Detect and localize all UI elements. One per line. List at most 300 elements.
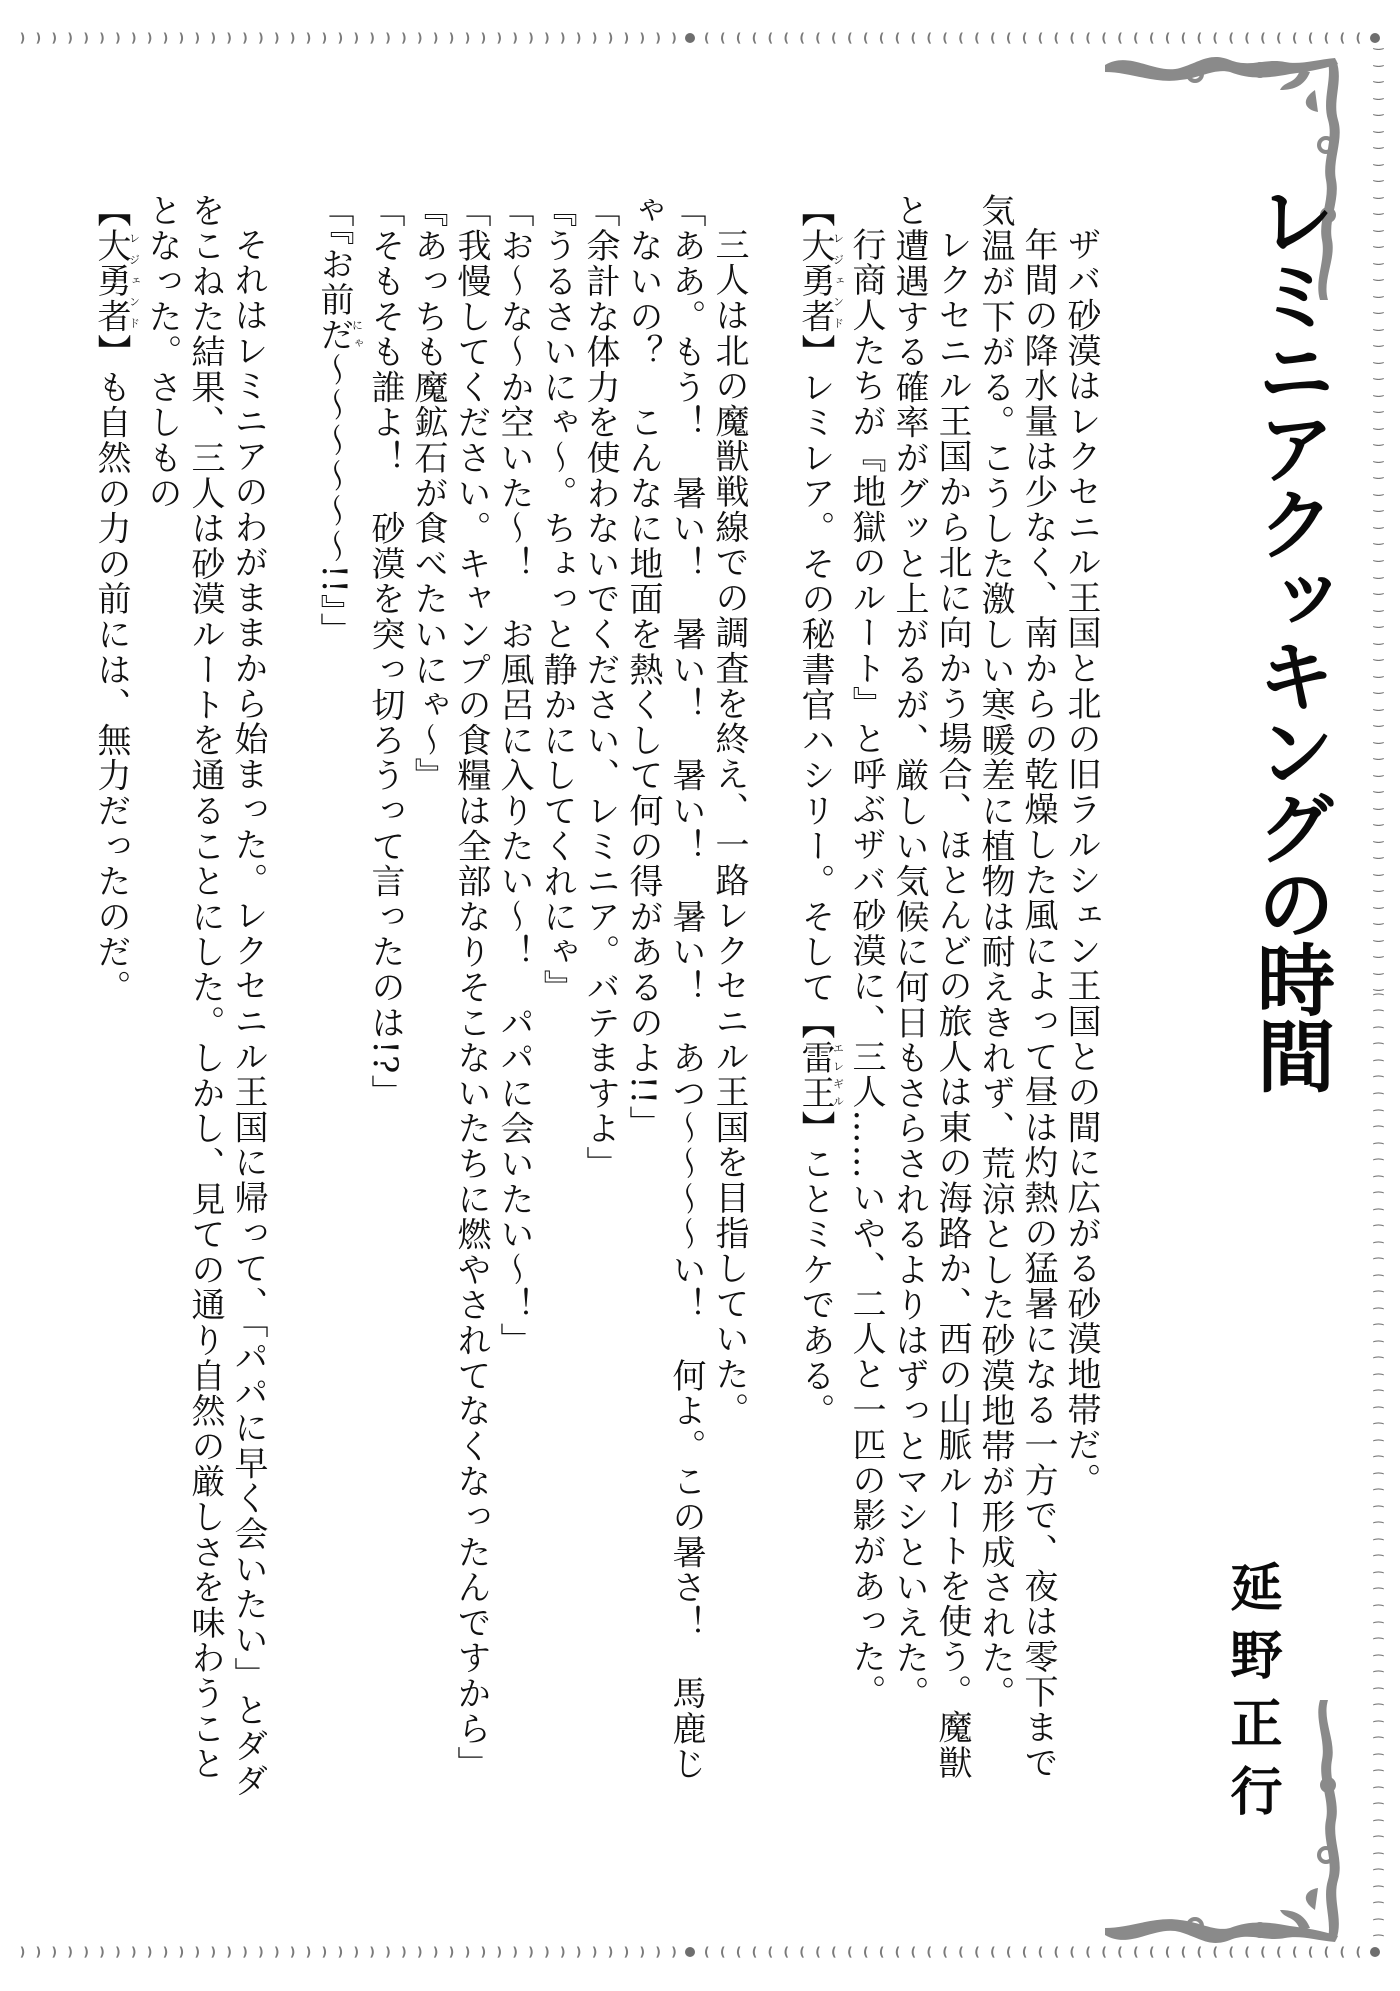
crescent-icon: ‿ [1373, 647, 1384, 662]
crescent-icon: ) [496, 1944, 502, 1959]
crescent-icon: ⁀ [1373, 1588, 1384, 1603]
crescent-icon: ‿ [1373, 151, 1384, 166]
crescent-icon: ) [575, 30, 582, 45]
dot-icon [685, 33, 695, 43]
crescent-icon: ) [480, 1944, 487, 1959]
crescent-icon: ‿ [1373, 597, 1384, 612]
crescent-icon: ( [1037, 1944, 1044, 1959]
crescent-icon: ( [1323, 30, 1330, 45]
crescent-icon: ( [751, 1944, 758, 1959]
crescent-icon: ) [591, 30, 598, 45]
crescent-icon: ‿ [1373, 729, 1384, 744]
crescent-icon: ( [767, 1944, 774, 1959]
crescent-icon: ( [878, 1944, 885, 1959]
crescent-icon: ( [974, 1944, 980, 1959]
crescent-icon: ⁀ [1373, 1918, 1384, 1933]
crescent-icon: ‿ [1373, 316, 1384, 331]
crescent-icon: ⁀ [1373, 1241, 1384, 1256]
crescent-icon: ‿ [1373, 465, 1384, 480]
crescent-icon: ) [242, 30, 248, 45]
crescent-icon: ) [115, 1944, 121, 1959]
crescent-icon: ‿ [1373, 118, 1384, 133]
crescent-icon: ) [162, 30, 169, 45]
crescent-icon: ( [1148, 30, 1155, 45]
crescent-icon: ⁀ [1373, 1258, 1384, 1273]
crescent-icon: ‿ [1373, 415, 1384, 430]
crescent-icon: ) [51, 1944, 58, 1959]
crescent-icon: ⁀ [1373, 1505, 1384, 1520]
crescent-icon: ⁀ [1373, 1704, 1384, 1719]
crescent-icon: ⁀ [1373, 1109, 1384, 1124]
crescent-icon: ⁀ [1373, 1687, 1384, 1702]
crescent-icon: ) [178, 30, 185, 45]
crescent-icon: ) [178, 1944, 185, 1959]
paragraph: 三人は北の魔獣戦線での調査を終え、一路レクセニル王国を目指していた。 [709, 227, 749, 1428]
crescent-icon: ‿ [1373, 746, 1384, 761]
crescent-icon: ‿ [1373, 547, 1384, 562]
crescent-icon: ‿ [1373, 960, 1384, 975]
crescent-icon: ) [639, 30, 645, 45]
crescent-icon: ( [878, 30, 885, 45]
crescent-icon: ( [719, 30, 726, 45]
crescent-icon: ⁀ [1373, 1439, 1384, 1454]
crescent-icon: ( [719, 1944, 726, 1959]
crescent-icon: ⁀ [1373, 1291, 1384, 1306]
crescent-icon: ) [226, 30, 232, 45]
crescent-icon: ( [1228, 1944, 1234, 1959]
crescent-icon: ⁀ [1373, 1869, 1384, 1884]
crescent-icon: ( [1005, 30, 1012, 45]
crescent-icon: ( [1164, 30, 1171, 45]
crescent-icon: ( [815, 1944, 821, 1959]
crescent-icon: ) [274, 30, 280, 45]
crescent-icon: ( [1339, 30, 1346, 45]
crescent-icon: ( [958, 1944, 964, 1959]
crescent-icon: ‿ [1373, 828, 1384, 843]
crescent-icon: ‿ [1373, 894, 1384, 909]
crescent-icon: ) [401, 30, 407, 45]
crescent-icon: ‿ [1373, 630, 1384, 645]
crescent-icon: ‿ [1373, 102, 1384, 117]
crescent-icon: ( [1021, 30, 1028, 45]
crescent-icon: ( [894, 1944, 901, 1959]
crescent-icon: ) [401, 1944, 407, 1959]
crescent-icon: ‿ [1373, 283, 1384, 298]
crescent-icon: ‿ [1373, 448, 1384, 463]
crescent-icon: ⁀ [1373, 1538, 1384, 1553]
crescent-icon: ) [544, 1944, 550, 1959]
crescent-icon: ) [560, 30, 566, 45]
crescent-icon: ‿ [1373, 614, 1384, 629]
ruby-annotation: 雷王エレギル [795, 1040, 845, 1111]
crescent-icon: ( [1180, 30, 1187, 45]
crescent-icon: ⁀ [1373, 1406, 1384, 1421]
crescent-icon: ) [655, 1944, 661, 1959]
crescent-icon: ⁀ [1373, 1340, 1384, 1355]
crescent-icon: ⁀ [1373, 1803, 1384, 1818]
crescent-icon: ( [1085, 1944, 1091, 1959]
section-gap [269, 193, 312, 1813]
crescent-icon: ) [353, 30, 359, 45]
crescent-icon: ) [671, 1944, 677, 1959]
crescent-icon: ( [862, 1944, 869, 1959]
crescent-icon: ( [1244, 30, 1250, 45]
crescent-icon: ⁀ [1373, 1737, 1384, 1752]
crescent-icon: ‿ [1373, 498, 1384, 513]
dialogue-line: 「余計な体力を使わないでください、レミニア。バテますよ」 [580, 193, 620, 1182]
crescent-icon: ) [623, 30, 630, 45]
crescent-icon: ) [115, 30, 121, 45]
crescent-icon: ( [799, 1944, 805, 1959]
paragraph: レクセニル王国から北に向かう場合、ほとんどの旅人は東の海路か、西の山脈ルートを使う。魔獣と遭遇する確率がグッと上がるが、厳しい気候に何日もさらされるよりはずっとマシといえた。 [889, 193, 972, 1781]
crescent-icon: ( [1133, 1944, 1139, 1959]
crescent-icon: ‿ [1373, 168, 1384, 183]
crescent-icon: ( [831, 1944, 837, 1959]
crescent-icon: ( [1196, 30, 1203, 45]
crescent-icon: ⁀ [1373, 1604, 1384, 1619]
crescent-icon: ( [783, 1944, 789, 1959]
crescent-icon: ⁀ [1373, 1885, 1384, 1900]
crescent-icon: ‿ [1373, 399, 1384, 414]
crescent-icon: ) [337, 1944, 344, 1959]
crescent-icon: ( [942, 30, 948, 45]
crescent-icon: ( [1244, 1944, 1250, 1959]
crescent-icon: ) [464, 1944, 471, 1959]
crescent-icon: ‿ [1373, 184, 1384, 199]
crescent-icon: ‿ [1373, 217, 1384, 232]
top-border [18, 28, 1380, 48]
crescent-icon: ‿ [1373, 696, 1384, 711]
crescent-icon: ( [990, 1944, 996, 1959]
crescent-icon: ( [783, 30, 789, 45]
crescent-icon: ⁀ [1373, 1522, 1384, 1537]
crescent-icon: ⁀ [1373, 1836, 1384, 1851]
crescent-icon: ( [926, 1944, 932, 1959]
crescent-icon: ‿ [1373, 349, 1384, 364]
crescent-icon: ‿ [1373, 861, 1384, 876]
right-border [1368, 38, 1388, 1950]
crescent-icon: ( [1212, 1944, 1219, 1959]
body-text [89, 193, 1102, 1813]
crescent-icon: ⁀ [1373, 1192, 1384, 1207]
crescent-icon: ( [1196, 1944, 1203, 1959]
crescent-icon: ( [1085, 30, 1091, 45]
crescent-icon: ( [958, 30, 964, 45]
crescent-icon: ⁀ [1373, 1274, 1384, 1289]
author-name: 延野正行 [1221, 1560, 1281, 1832]
dialogue-line: 「そもそも誰よ！ 砂漠を突っ切ろうって言ったのは!?」 [365, 193, 405, 1110]
crescent-icon: ⁀ [1373, 1786, 1384, 1801]
crescent-icon: ) [321, 1944, 328, 1959]
crescent-icon: ‿ [1373, 432, 1384, 447]
chapter-title: レミニアクッキングの時間 [1244, 180, 1335, 1092]
crescent-icon: ( [767, 30, 774, 45]
crescent-icon: ) [369, 1944, 375, 1959]
crescent-icon: ( [942, 1944, 948, 1959]
crescent-icon: ⁀ [1373, 1126, 1384, 1141]
crescent-icon: ( [1228, 30, 1234, 45]
crescent-icon: ⁀ [1373, 1555, 1384, 1570]
crescent-icon: ( [990, 30, 996, 45]
crescent-icon: ( [1164, 1944, 1171, 1959]
crescent-icon: ) [194, 30, 201, 45]
crescent-icon: ) [496, 30, 502, 45]
crescent-icon: ( [1323, 1944, 1330, 1959]
crescent-icon: ⁀ [1373, 1753, 1384, 1768]
crescent-icon: ) [544, 30, 550, 45]
crescent-icon: ) [655, 30, 661, 45]
crescent-icon: ) [67, 30, 73, 45]
crescent-icon: ‿ [1373, 878, 1384, 893]
crescent-icon: ) [305, 1944, 312, 1959]
crescent-icon: ⁀ [1373, 1671, 1384, 1686]
ruby-annotation: だにゃ [314, 317, 364, 353]
ruby-annotation: 大勇者レジェンド [91, 228, 141, 335]
crescent-icon: ⁀ [1373, 1076, 1384, 1091]
crescent-icon: ( [1117, 1944, 1123, 1959]
crescent-icon: ) [35, 30, 42, 45]
crescent-icon: ( [1069, 30, 1076, 45]
crescent-icon: ) [671, 30, 677, 45]
crescent-icon: ( [1021, 1944, 1028, 1959]
crescent-icon: ) [146, 1944, 153, 1959]
crescent-icon: ( [1005, 1944, 1012, 1959]
crescent-icon: ( [1260, 30, 1266, 45]
crescent-icon: ) [464, 30, 471, 45]
paragraph: 【大勇者レジェンド】も自然の力の前には、無力だったのだ。 [91, 193, 141, 1005]
crescent-icon: ⁀ [1373, 1324, 1384, 1339]
crescent-icon: ( [1053, 30, 1060, 45]
crescent-icon: ) [560, 1944, 566, 1959]
crescent-icon: ( [1276, 1944, 1282, 1959]
crescent-icon: ) [321, 30, 328, 45]
crescent-icon: ) [194, 1944, 201, 1959]
crescent-icon: ⁀ [1373, 1819, 1384, 1834]
ruby-annotation: 大勇者レジェンド [795, 228, 845, 335]
crescent-icon: ) [432, 1944, 439, 1959]
crescent-icon: ( [704, 30, 710, 45]
paragraph: 年間の降水量は少なく、南からの乾燥した風によって昼は灼熱の猛暑になる一方で、夜は零下まで気温が下がる。こうした激しい寒暖差に植物は耐えきれず、荒涼とした砂漠地帯が形成された。 [975, 193, 1058, 1781]
crescent-icon: ‿ [1373, 300, 1384, 315]
crescent-icon: ‿ [1373, 234, 1384, 249]
crescent-icon: ) [385, 30, 391, 45]
crescent-icon: ‿ [1373, 713, 1384, 728]
dialogue-line: 「お〜な〜か空いた〜！ お風呂に入りたい〜！ パパに会いたい〜！」 [494, 193, 534, 1358]
crescent-icon: ) [623, 1944, 630, 1959]
crescent-icon: ) [512, 1944, 518, 1959]
crescent-icon: ) [369, 30, 375, 45]
crescent-icon: ) [575, 1944, 582, 1959]
crescent-icon: ) [591, 1944, 598, 1959]
crescent-icon: ⁀ [1373, 1456, 1384, 1471]
crescent-icon: ( [704, 1944, 710, 1959]
crescent-icon: ) [83, 30, 89, 45]
crescent-icon: ) [130, 30, 137, 45]
crescent-icon: ‿ [1373, 911, 1384, 926]
crescent-icon: ⁀ [1373, 1852, 1384, 1867]
crescent-icon: ) [607, 30, 614, 45]
crescent-icon: ‿ [1373, 135, 1384, 150]
crescent-icon: ⁀ [1373, 1638, 1384, 1653]
crescent-icon: ‿ [1373, 812, 1384, 827]
crescent-icon: ) [512, 30, 518, 45]
crescent-icon: ‿ [1373, 250, 1384, 265]
crescent-icon: ( [815, 30, 821, 45]
paragraph: 【大勇者レジェンド】レミレア。その秘書官ハシリー。そして【雷王エレギル】ことミケである。 [795, 193, 845, 1429]
crescent-icon: ‿ [1373, 267, 1384, 282]
crescent-icon: ⁀ [1373, 1142, 1384, 1157]
crescent-icon: ( [1053, 1944, 1060, 1959]
crescent-icon: ) [242, 1944, 248, 1959]
crescent-icon: ⁀ [1373, 1571, 1384, 1586]
crescent-icon: ) [607, 1944, 614, 1959]
crescent-icon: ) [480, 30, 487, 45]
crescent-icon: ⁀ [1373, 1373, 1384, 1388]
crescent-icon: ) [99, 1944, 105, 1959]
crescent-icon: ( [1180, 1944, 1187, 1959]
crescent-icon: ( [974, 30, 980, 45]
crescent-icon: ⁀ [1373, 1390, 1384, 1405]
crescent-icon: ⁀ [1373, 1307, 1384, 1322]
crescent-icon: ) [146, 30, 153, 45]
crescent-icon: ) [19, 30, 26, 45]
crescent-icon: ‿ [1373, 680, 1384, 695]
crescent-icon: ( [1101, 1944, 1107, 1959]
crescent-icon: ( [1117, 30, 1123, 45]
crescent-icon: ‿ [1373, 927, 1384, 942]
crescent-icon: ( [1133, 30, 1139, 45]
crescent-icon: ) [448, 1944, 455, 1959]
crescent-icon: ⁀ [1373, 1770, 1384, 1785]
crescent-icon: ( [1148, 1944, 1155, 1959]
crescent-icon: ⁀ [1373, 1935, 1384, 1950]
crescent-icon: ‿ [1373, 36, 1384, 50]
crescent-icon: ) [289, 30, 296, 45]
crescent-icon: ( [862, 30, 869, 45]
crescent-icon: ⁀ [1373, 1159, 1384, 1174]
paragraph [844, 193, 887, 1813]
crescent-icon: ⁀ [1373, 1423, 1384, 1438]
crescent-icon: ) [417, 1944, 423, 1959]
crescent-icon: ⁀ [1373, 1026, 1384, 1041]
crescent-icon: ( [926, 30, 932, 45]
crescent-icon: ‿ [1373, 564, 1384, 579]
crescent-icon: ‿ [1373, 531, 1384, 546]
section-gap [750, 193, 793, 1813]
crescent-icon: ‿ [1373, 382, 1384, 397]
crescent-icon: ⁀ [1373, 1010, 1384, 1025]
crescent-icon: ( [1292, 30, 1298, 45]
crescent-icon: ‿ [1373, 69, 1384, 84]
crescent-icon: ( [1355, 1944, 1362, 1959]
crescent-icon: ) [51, 30, 58, 45]
crescent-icon: ( [847, 30, 853, 45]
crescent-icon: ) [83, 1944, 89, 1959]
paragraph: ザバ砂漠はレクセニル王国と北の旧ラルシェン王国との間に広がる砂漠地帯だ。 [1061, 227, 1101, 1498]
crescent-icon: ( [799, 30, 805, 45]
dialogue-line: 『あっちも魔鉱石が食べたいにゃ〜』 [408, 193, 448, 794]
crescent-icon: ‿ [1373, 795, 1384, 810]
crescent-icon: ) [528, 30, 534, 45]
crescent-icon: ) [353, 1944, 359, 1959]
crescent-icon: ) [130, 1944, 137, 1959]
crescent-icon: ‿ [1373, 762, 1384, 777]
crescent-icon: ) [305, 30, 312, 45]
crescent-icon: ) [417, 30, 423, 45]
crescent-icon: ⁀ [1373, 1472, 1384, 1487]
crescent-icon: ( [910, 30, 917, 45]
crescent-icon: ‿ [1373, 977, 1384, 992]
paragraph: それはレミニアのわがままから始まった。レクセニル王国に帰って、「パパに早く会いたい」とダダをこねた結果、三人は砂漠ルートを通ることにした。しかし、見ての通り自然の厳しさを味わうこととなった。さしもの [142, 193, 268, 1799]
crescent-icon: ‿ [1373, 944, 1384, 959]
crescent-icon: ⁀ [1373, 1654, 1384, 1669]
crescent-icon: ) [19, 1944, 26, 1959]
crescent-icon: ( [735, 30, 742, 45]
crescent-icon: ⁀ [1373, 1043, 1384, 1058]
crescent-icon: ) [258, 1944, 264, 1959]
dialogue-line: 「我慢してください。キャンプの食糧は全部なりそこないたちに燃やされてなくなったんですから」 [451, 193, 491, 1782]
crescent-icon: ⁀ [1373, 1093, 1384, 1107]
dot-icon [685, 1947, 695, 1957]
crescent-icon: ( [910, 1944, 917, 1959]
crescent-icon: ( [1307, 30, 1314, 45]
crescent-icon: ( [1101, 30, 1107, 45]
dialogue-line: 「『お前だにゃ〜〜〜〜〜〜!!』」 [314, 193, 364, 648]
crescent-icon: ( [1069, 1944, 1076, 1959]
crescent-icon: ‿ [1373, 581, 1384, 596]
crescent-icon: ( [894, 30, 901, 45]
crescent-icon: ‿ [1373, 845, 1384, 860]
crescent-icon: ) [432, 30, 439, 45]
crescent-icon: ( [1260, 1944, 1266, 1959]
crescent-icon: ) [528, 1944, 534, 1959]
crescent-icon: ‿ [1373, 201, 1384, 216]
crescent-icon: ⁀ [1373, 1489, 1384, 1504]
crescent-icon: ( [831, 30, 837, 45]
crescent-icon: ⁀ [1373, 1902, 1384, 1917]
crescent-icon: ‿ [1373, 779, 1384, 794]
crescent-icon: ⁀ [1373, 1059, 1384, 1074]
crescent-icon: ‿ [1373, 481, 1384, 496]
crescent-icon: ( [1212, 30, 1219, 45]
crescent-icon: ‿ [1373, 333, 1384, 348]
crescent-icon: ( [1276, 30, 1282, 45]
crescent-icon: ) [67, 1944, 73, 1959]
crescent-icon: ( [1307, 1944, 1314, 1959]
crescent-icon: ) [35, 1944, 42, 1959]
crescent-icon: ⁀ [1373, 1225, 1384, 1240]
crescent-icon: ) [448, 30, 455, 45]
crescent-icon: ⁀ [1373, 1175, 1384, 1190]
crescent-icon: ) [210, 1944, 216, 1959]
dialogue-line: 『うるさいにゃ〜。ちょっと静かにしてくれにゃ』 [537, 193, 577, 1005]
crescent-icon: ) [639, 1944, 645, 1959]
crescent-icon: ) [162, 1944, 169, 1959]
crescent-icon: ) [337, 30, 344, 45]
crescent-icon: ) [385, 1944, 391, 1959]
crescent-icon: ‿ [1373, 52, 1384, 67]
crescent-icon: ( [847, 1944, 853, 1959]
crescent-icon: ) [210, 30, 216, 45]
crescent-icon: ‿ [1373, 663, 1384, 678]
crescent-icon: ⁀ [1373, 1720, 1384, 1735]
dialogue-line: 「ああ。もう！ 暑い！ 暑い！ 暑い！ 暑い！ あつ〜〜〜〜い！ 何よ。この暑さ！ 馬鹿じゃないの？ こんなに地面を熱くして何の得があるのよ!!」 [623, 193, 706, 1782]
crescent-icon: ) [99, 30, 105, 45]
crescent-icon: ⁀ [1373, 1621, 1384, 1636]
crescent-icon: ) [274, 1944, 280, 1959]
crescent-icon: ) [289, 1944, 296, 1959]
crescent-icon: ‿ [1373, 514, 1384, 529]
